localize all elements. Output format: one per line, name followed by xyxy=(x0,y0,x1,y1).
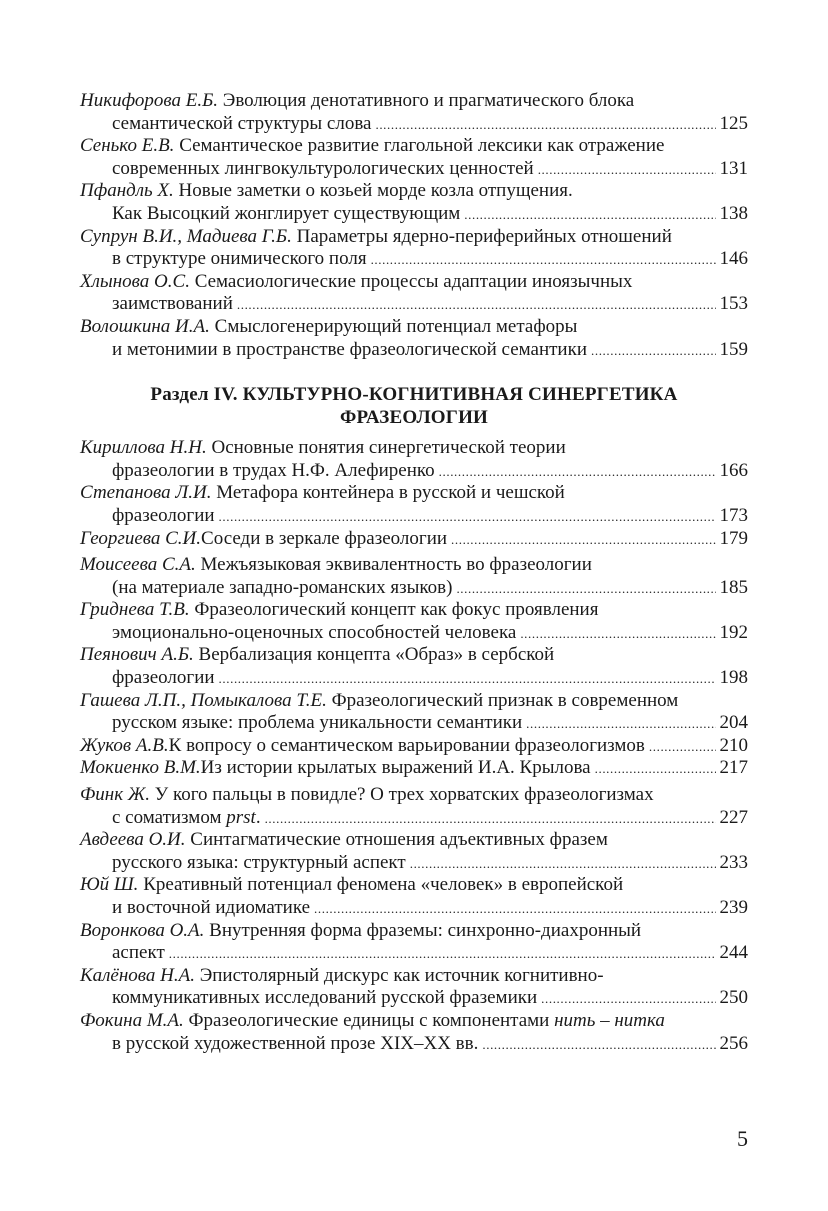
toc-page-number: 192 xyxy=(719,621,748,643)
toc-leader-dots xyxy=(464,208,715,221)
toc-entry-mokienko xyxy=(80,757,748,780)
toc-title-punct: . xyxy=(255,806,261,828)
toc-author: Финк Ж. xyxy=(80,784,150,806)
toc-author: Супрун В.И., Мадиева Г.Б. xyxy=(80,225,292,247)
toc-title-cont: фразеологии xyxy=(112,667,215,689)
toc-entry-stepanova xyxy=(80,482,748,527)
toc-entry-kalyonova xyxy=(80,965,748,1010)
toc-entry-voloshkina xyxy=(80,316,748,361)
toc-author: Пфандль Х. xyxy=(80,180,174,202)
toc-author: Авдеева О.И. xyxy=(80,829,186,851)
toc-title-cont: семантической структуры слова xyxy=(112,112,372,134)
toc-page-number: 138 xyxy=(719,202,748,224)
toc-entry-peyanovich xyxy=(80,644,748,689)
toc-title-cont: русском языке: проблема уникальности семантики xyxy=(112,712,523,734)
toc-entry-nikiforova xyxy=(80,90,748,135)
toc-author: Никифорова Е.Б. xyxy=(80,90,219,111)
toc-title: Эволюция денотативного и прагматического блока xyxy=(218,90,635,111)
toc-title-cont: в русской художественной прозе XIX–XX вв. xyxy=(112,1032,479,1054)
toc-title-cont: фразеологии xyxy=(112,504,215,526)
table-of-contents xyxy=(80,90,748,1055)
toc-author: Воронкова О.А. xyxy=(80,919,205,941)
toc-leader-dots xyxy=(526,717,715,730)
toc-page-number: 166 xyxy=(719,459,748,481)
toc-leader-dots xyxy=(520,627,715,640)
toc-page-number: 256 xyxy=(719,1032,748,1054)
toc-title-cont: в структуре онимического поля xyxy=(112,248,367,270)
toc-entry-senko xyxy=(80,135,748,180)
toc-leader-dots xyxy=(649,740,716,753)
toc-leader-dots xyxy=(219,672,716,685)
toc-title-cont: фразеологии в трудах Н.Ф. Алефиренко xyxy=(112,459,435,481)
toc-title: Новые заметки о козьей морде козла отпущения. xyxy=(173,180,573,202)
toc-title: Эпистолярный дискурс как источник когнитивно- xyxy=(194,964,604,986)
toc-entry-zhukov xyxy=(80,735,748,758)
toc-entry-georgieva xyxy=(80,528,748,551)
toc-title-cont: эмоционально-оценочных способностей человека xyxy=(112,621,517,643)
toc-title: Из истории крылатых выражений И.А. Крылова xyxy=(200,757,591,779)
toc-leader-dots xyxy=(439,465,716,478)
toc-leader-dots xyxy=(265,812,716,825)
toc-title: Соседи в зеркале фразеологии xyxy=(201,527,448,549)
toc-author: Пеянович А.Б. xyxy=(80,644,194,666)
toc-term: нить – нитка xyxy=(554,1009,665,1031)
toc-entry-gasheva xyxy=(80,690,748,735)
toc-title: Основные понятия синергетической теории xyxy=(206,437,566,459)
toc-entry-suprun xyxy=(80,226,748,271)
toc-term: prst xyxy=(226,806,256,828)
toc-page-number: 204 xyxy=(719,712,748,734)
toc-author: Гашева Л.П., Помыкалова Т.Е. xyxy=(80,689,327,711)
toc-title-cont: аспект xyxy=(112,942,165,964)
toc-leader-dots xyxy=(541,992,715,1005)
toc-page-number: 159 xyxy=(719,338,748,360)
toc-entry-voronkova xyxy=(80,920,748,965)
toc-title: Параметры ядерно-периферийных отношений xyxy=(291,225,672,247)
toc-title: Семантическое развитие глагольной лексики как отражение xyxy=(174,135,665,157)
toc-leader-dots xyxy=(237,298,716,311)
toc-title-cont: заимствований xyxy=(112,293,233,315)
toc-title-cont: коммуникативных исследований русской фраземики xyxy=(112,987,538,1009)
toc-author: Жуков А.В. xyxy=(80,734,169,756)
toc-author: Моисеева С.А. xyxy=(80,554,196,576)
toc-entry-moiseeva xyxy=(80,554,748,599)
toc-page-number: 244 xyxy=(719,942,748,964)
toc-title: К вопросу о семантическом варьировании фразеологизмов xyxy=(168,734,645,756)
toc-title-cont: и метонимии в пространстве фразеологической семантики xyxy=(112,338,587,360)
toc-leader-dots xyxy=(219,510,716,523)
toc-title: Межъязыковая эквивалентность во фразеологии xyxy=(195,554,592,576)
section-heading xyxy=(80,383,748,429)
toc-title: Фразеологические единицы с компонентами xyxy=(183,1009,555,1031)
toc-page-number: 227 xyxy=(719,806,748,828)
toc-entry-gridneva xyxy=(80,599,748,644)
toc-page-number: 131 xyxy=(719,157,748,179)
toc-author: Хлынова О.С. xyxy=(80,270,190,292)
toc-page-number: 210 xyxy=(719,734,748,756)
toc-author: Кириллова Н.Н. xyxy=(80,437,207,459)
toc-leader-dots xyxy=(314,902,715,915)
toc-leader-dots xyxy=(410,857,716,870)
toc-author: Юй Ш. xyxy=(80,874,139,896)
toc-leader-dots xyxy=(538,163,716,176)
toc-title-cont: Как Высоцкий жонглирует существующим xyxy=(112,202,461,224)
toc-title: Семасиологические процессы адаптации иноязычных xyxy=(189,270,633,292)
toc-entry-fokina xyxy=(80,1010,748,1055)
toc-title-cont: русского языка: структурный аспект xyxy=(112,851,406,873)
toc-page-number: 146 xyxy=(719,248,748,270)
toc-author: Фокина М.А. xyxy=(80,1009,184,1031)
toc-leader-dots xyxy=(169,947,716,960)
toc-title: Метафора контейнера в русской и чешской xyxy=(211,482,565,504)
toc-page-number: 239 xyxy=(719,897,748,918)
toc-page-number: 185 xyxy=(719,576,748,598)
toc-title-cont: с соматизмом xyxy=(112,806,227,828)
toc-leader-dots xyxy=(595,762,716,775)
toc-entry-yui xyxy=(80,874,748,919)
toc-leader-dots xyxy=(371,253,716,266)
toc-title: У кого пальцы в повидле? О трех хорватских фразеологизмах xyxy=(150,784,654,806)
toc-page-number: 217 xyxy=(719,757,748,779)
toc-page-number: 173 xyxy=(719,504,748,526)
toc-author: Волошкина И.А. xyxy=(80,315,210,337)
toc-page-number: 153 xyxy=(719,293,748,315)
toc-author: Георгиева С.И. xyxy=(80,527,202,549)
toc-title-cont: и восточной идиоматике xyxy=(112,897,311,918)
toc-entry-pfandl xyxy=(80,180,748,225)
toc-leader-dots xyxy=(456,582,715,595)
toc-entry-avdeeva xyxy=(80,829,748,874)
section-heading-line2: ФРАЗЕОЛОГИИ xyxy=(339,407,489,429)
toc-title: Внутренняя форма фраземы: синхронно-диахронный xyxy=(204,919,642,941)
section-heading-line1: Раздел IV. КУЛЬТУРНО-КОГНИТИВНАЯ СИНЕРГЕТИКА xyxy=(150,384,678,406)
toc-author: Сенько Е.В. xyxy=(80,135,175,157)
toc-leader-dots xyxy=(451,533,715,546)
toc-leader-dots xyxy=(591,344,716,357)
toc-title-cont: современных лингвокультурологических ценностей xyxy=(112,157,534,179)
toc-title: Синтагматические отношения адъективных фразем xyxy=(185,829,608,851)
toc-page-number: 233 xyxy=(719,851,748,873)
toc-author: Калёнова Н.А. xyxy=(80,964,195,986)
toc-page-number: 198 xyxy=(719,667,748,689)
toc-title: Фразеологический концепт как фокус проявления xyxy=(189,599,599,621)
page-number: 5 xyxy=(737,1126,748,1151)
toc-leader-dots xyxy=(482,1038,715,1051)
toc-author: Мокиенко В.М. xyxy=(80,757,201,779)
toc-title: Креативный потенциал феномена «человек» в европейской xyxy=(138,874,624,896)
toc-entry-khlynova xyxy=(80,271,748,316)
toc-title: Смыслогенерирующий потенциал метафоры xyxy=(209,315,578,337)
toc-author: Гриднева Т.В. xyxy=(80,599,190,621)
toc-entry-kirillova xyxy=(80,437,748,482)
toc-entry-fink xyxy=(80,784,748,829)
toc-title: Фразеологический признак в современном xyxy=(326,689,679,711)
toc-author: Степанова Л.И. xyxy=(80,482,212,504)
toc-page-number: 250 xyxy=(719,987,748,1009)
toc-title: Вербализация концепта «Образ» в сербской xyxy=(193,644,555,666)
toc-page-number: 179 xyxy=(719,527,748,549)
toc-title-cont: (на материале западно-романских языков) xyxy=(112,576,453,598)
toc-page-number: 125 xyxy=(719,112,748,134)
toc-leader-dots xyxy=(375,118,715,131)
